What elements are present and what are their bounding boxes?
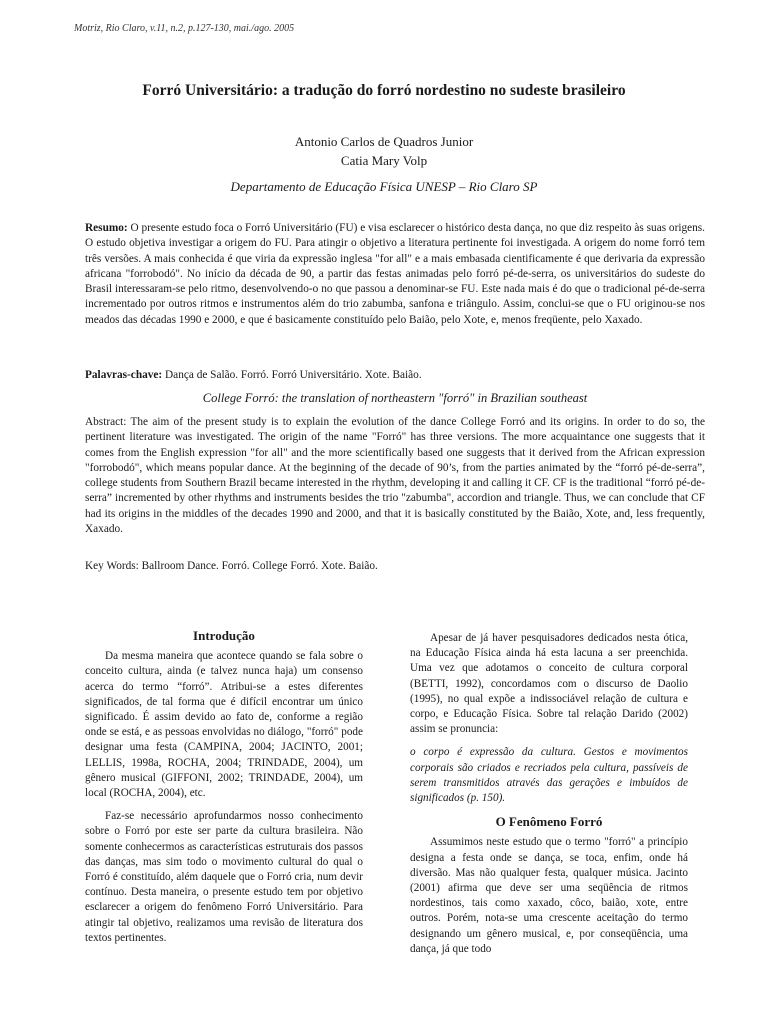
affiliation: Departamento de Educação Física UNESP – Rio Claro SP — [230, 179, 538, 194]
english-title: College Forró: the translation of northeastern "forró" in Brazilian southeast — [202, 391, 588, 405]
article-title: Forró Universitário: a tradução do forró nordestino no sudeste brasileiro — [142, 82, 626, 99]
palavras-chave — [85, 368, 705, 383]
author-name: Antonio Carlos de Quadros Junior — [294, 134, 474, 149]
resumo-paragraph — [85, 221, 705, 328]
block-quote: o corpo é expressão da cultura. Gestos e movimentos corporais são criados e recriados pela cultura, passíveis de serem transmitidos através das gerações e imbuídos de significados (p. 150). — [410, 746, 688, 805]
body-paragraph: Assumimos neste estudo que o termo "forró" a princípio designa a festa onde se dança, se toca, enfim, onde há diversão. Mas não qualquer festa, qualquer música. Jacinto (2001) afirma que deve ser uma seqüência de ritmos nordestinos, tais como xaxado, côco, baião, xote, entre outros. Porém, nota-se uma crescente aceitação do termo designando um gênero musical, e, por conseqüência, uma dança, já que todo — [410, 836, 688, 955]
section-heading-fenomeno-forro: O Fenômeno Forró — [495, 814, 603, 830]
body-paragraph: Faz-se necessário aprofundarmos nosso conhecimento sobre o Forró por este ser parte da cultura brasileira. Não somente conhecermos as características estruturais dos passos das danças, mas sim todo o movimento cultural do qual o Forró é constituído, além daquele que o Forró cria, num devir contínuo. Desta maneira, o presente estudo tem por objetivo esclarecer a origem do fenômeno Forró Universitário. Para atingir tal objetivo, realizamos uma revisão de literatura dos textos pertinentes. — [85, 810, 363, 944]
resumo-label: Resumo: — [85, 222, 128, 234]
author-name: Catia Mary Volp — [340, 153, 428, 168]
left-column — [85, 628, 363, 954]
author-list — [0, 132, 768, 170]
resumo-text: O presente estudo foca o Forró Universitário (FU) e visa esclarecer o histórico desta dança, no que diz respeito às suas origens. O estudo objetiva investigar a origem do FU. Para atingir o objetivo a literatura pertinente foi investigada. A origem do nome forró tem três versões. A mais conhecida é que viria da expressão inglesa "for all" e a mais embasada cientificamente é que derivaria da expressão africana "forrobodó". No início da década de 90, a partir das festas animadas pelo forró pé-de-serra, os universitários do sudeste do Brasil interessaram-se pelo ritmo, desenvolvendo-o no que passou a denominar-se FU. Este nada mais é do que o tradicional pé-de-serra incrementado por outros ritmos e instrumentos além do trio zabumba, sanfona e triângulo. Assim, conclui-se que o FU originou-se nos meados das décadas 1990 e 2000, e que é basicamente constituído pelo Baião, pelo Xote, e, menos freqüente, pelo Xaxado. — [85, 222, 706, 326]
journal-citation: Motriz, Rio Claro, v.11, n.2, p.127-130, mai./ago. 2005 — [74, 23, 295, 34]
section-heading-introducao: Introdução — [193, 628, 255, 643]
palavras-chave-label: Palavras-chave: — [85, 369, 163, 381]
right-column — [410, 631, 688, 965]
palavras-chave-text: Dança de Salão. Forró. Forró Universitário. Xote. Baião. — [165, 369, 422, 381]
key-words: Key Words: Ballroom Dance. Forró. College Forró. Xote. Baião. — [85, 560, 378, 572]
abstract-paragraph: Abstract: The aim of the present study is to explain the evolution of the dance College Forró and its origins. In order to do so, the pertinent literature was investigated. The origin of the name "Forró" has three versions. The more acquaintance one suggests that it comes from the English expression "for all" and the more scientifically based one suggests that it derived from the African expression "forrobodó", which means popular dance. At the beginning of the decade of 90’s, from the parties animated by the “forró pé-de-serra”, college students from Southern Brazil became interested in the rhythm, developing it and calling it CF. CF is the traditional “forró pé-de-serra” incremented by other rhythms and instruments besides the trio "zabumba", accordion and triangle. Thus, we can conclude that CF had its origins in the middles of the decades 1990 and 2000, and that it is basically constituted by the Baião, Xote, and, less frequently, Xaxado. — [85, 416, 705, 536]
body-paragraph: Da mesma maneira que acontece quando se fala sobre o conceito cultura, ainda (e talvez nunca haja) um consenso acerca do termo “forró”. Atribui-se a estes diferentes significados, de tal forma que é difícil encontrar um único significado. É assim devido ao fato de, conforme a região onde se está, e as pessoas envolvidas no diálogo, "forró" pode designar uma festa (CAMPINA, 2004; JACINTO, 2001; LELLIS, 1998a, ROCHA, 2004; TRINDADE, 2004), um gênero musical (GIFFONI, 2002; TRINDADE, 2004), um local (ROCHA, 2004), etc. — [85, 650, 363, 800]
body-paragraph: Apesar de já haver pesquisadores dedicados nesta ótica, na Educação Física ainda há esta lacuna a ser preenchida. Uma vez que adotamos o conceito de cultura corporal (BETTI, 1992), concordamos com o discurso de Daolio (1995), no qual expõe a indissociável relação de cultura e corpo, e Educação Física. Sobre tal relação Darido (2002) assim se pronuncia: — [410, 632, 688, 736]
